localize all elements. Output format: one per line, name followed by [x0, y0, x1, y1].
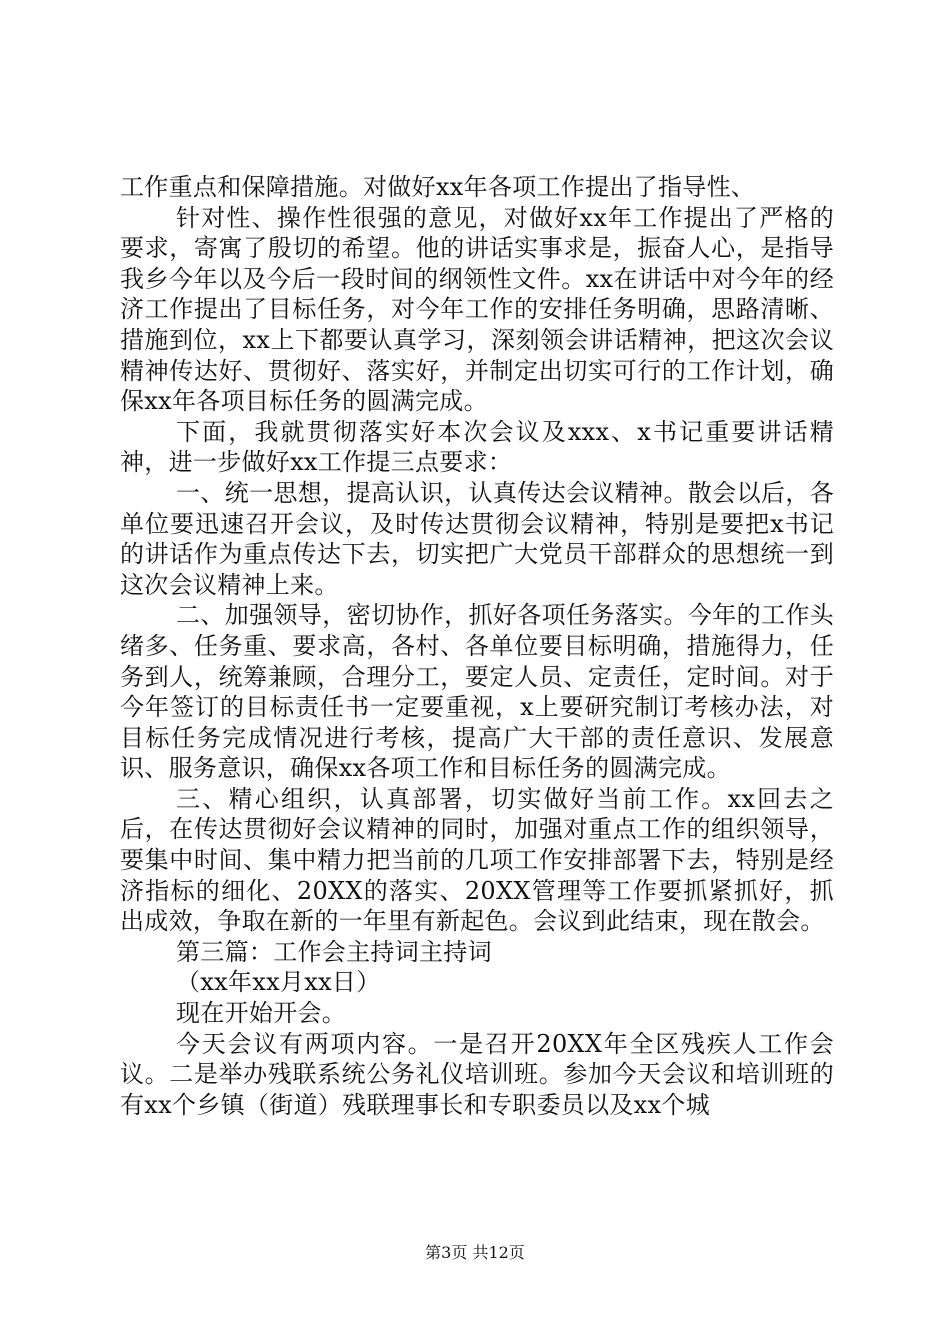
paragraph-requirement-one: 一、统一思想，提高认识，认真传达会议精神。散会以后，各单位要迅速召开会议，及时传达贯彻会议精神，特别是要把x书记的讲话作为重点传达下去，切实把广大党员干部群众的思想统一到这次会议精神上来。 — [120, 478, 834, 599]
paragraph-requirement-two: 二、加强领导，密切协作，抓好各项任务落实。今年的工作头绪多、任务重、要求高，各村、各单位要目标明确，措施得力，任务到人，统筹兼顾，合理分工，要定人员、定责任，定时间。对于今年签订的目标责任书一定要重视，x上要研究制订考核办法，对目标任务完成情况进行考核，提高广大干部的责任意识、发展意识、服务意识，确保xx各项工作和目标任务的圆满完成。 — [120, 601, 834, 783]
paragraph-meeting-start: 现在开始开会。 — [176, 999, 347, 1028]
paragraph-meeting-agenda: 今天会议有两项内容。一是召开20XX年全区残疾人工作会议。二是举办残联系统公务礼仪培训班。参加今天会议和培训班的有xx个乡镇（街道）残联理事长和专职委员以及xx个城 — [120, 1029, 834, 1119]
page-footer: 第3页 共12页 — [425, 1243, 525, 1262]
section-heading-part-three: 第三篇：工作会主持词主持词 — [176, 937, 492, 966]
paragraph-speech-summary: 针对性、操作性很强的意见，对做好xx年工作提出了严格的要求，寄寓了殷切的希望。他的讲话实事求是，振奋人心，是指导我乡今年以及今后一段时间的纲领性文件。xx在讲话中对今年的经济工作提出了目标任务，对今年工作的安排任务明确，思路清晰、措施到位，xx上下都要认真学习，深刻领会讲话精神，把这次会议精神传达好、贯彻好、落实好，并制定出切实可行的工作计划，确保xx年各项目标任务的圆满完成。 — [120, 203, 834, 416]
section-date-line: （xx年xx月xx日） — [176, 968, 381, 997]
paragraph-three-requirements-intro: 下面，我就贯彻落实好本次会议及xxx、x书记重要讲话精神，进一步做好xx工作提三点要求： — [120, 417, 834, 477]
paragraph-requirement-three: 三、精心组织，认真部署，切实做好当前工作。xx回去之后，在传达贯彻好会议精神的同时，加强对重点工作的组织领导，要集中时间、集中精力把当前的几项工作安排部署下去，特别是经济指标的细化、20XX的落实、20XX管理等工作要抓紧抓好，抓出成效，争取在新的一年里有新起色。会议到此结束，现在散会。 — [120, 784, 834, 936]
paragraph-continuation: 工作重点和保障措施。对做好xx年各项工作提出了指导性、 — [120, 173, 756, 201]
document-body — [120, 172, 834, 1120]
